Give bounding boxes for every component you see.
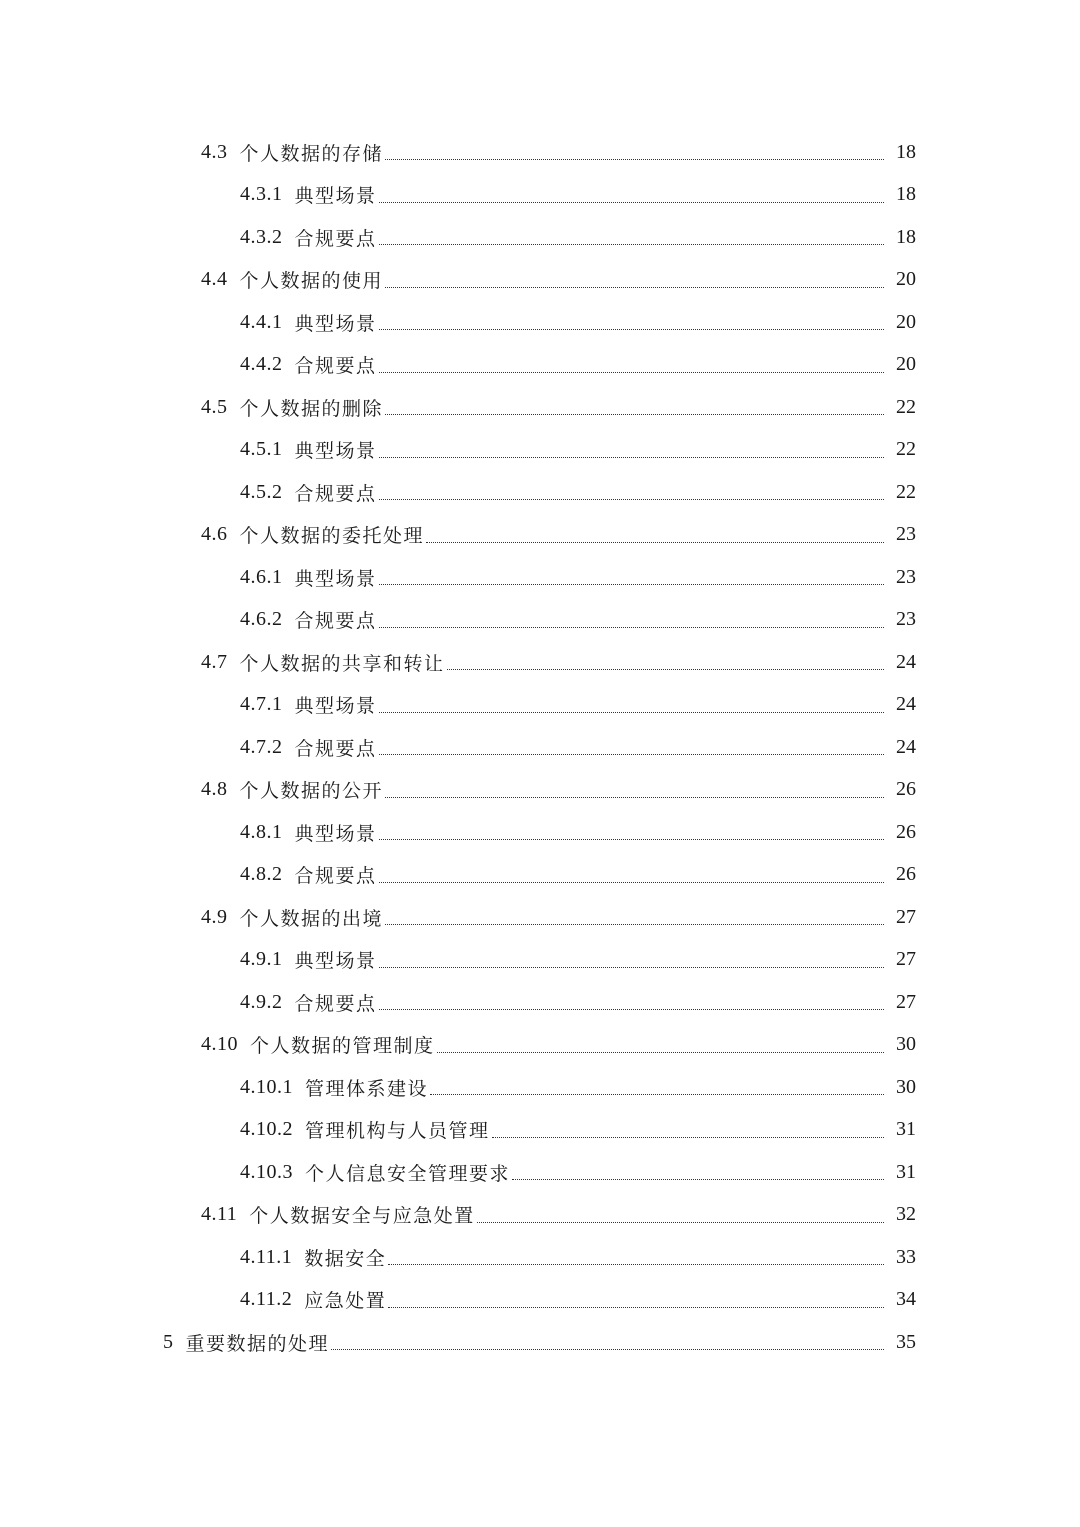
toc-entry-title: 个人数据的公开 [239,780,384,803]
toc-entry-title: 个人数据的出境 [239,907,384,930]
toc-entry-page-number: 18 [896,183,916,206]
toc-entry-number: 5 [163,1330,174,1353]
toc-entry[interactable] [0,386,1080,429]
toc-entry-title: 个人数据的存储 [239,142,384,165]
toc-entry-number: 4.6.2 [240,608,283,631]
toc-entry-page-number: 22 [896,395,916,418]
dot-leader [331,1348,884,1350]
dot-leader [388,1306,884,1308]
toc-entry-page-number: 30 [896,1075,916,1098]
toc-entry[interactable] [0,1321,1080,1364]
toc-entry-number: 4.10.1 [240,1075,293,1098]
dot-leader [512,1178,884,1180]
dot-leader [379,753,884,755]
toc-entry-title: 合规要点 [294,865,377,888]
toc-entry[interactable] [0,1151,1080,1194]
toc-entry[interactable] [0,1194,1080,1237]
toc-entry[interactable] [0,556,1080,599]
toc-entry-page-number: 31 [896,1160,916,1183]
dot-leader [379,498,884,500]
toc-entry-page-number: 18 [896,140,916,163]
toc-entry-page-number: 27 [896,905,916,928]
toc-entry-page-number: 24 [896,650,916,673]
toc-entry-number: 4.7.2 [240,735,283,758]
toc-entry-title: 重要数据的处理 [185,1332,330,1355]
toc-entry-page-number: 33 [896,1245,916,1268]
toc-entry-number: 4.5 [201,395,228,418]
toc-entry-title: 个人数据的共享和转让 [239,652,445,675]
toc-entry-number: 4.7.1 [240,693,283,716]
toc-entry[interactable] [0,344,1080,387]
toc-entry[interactable] [0,131,1080,174]
dot-leader [379,201,884,203]
toc-entry[interactable] [0,514,1080,557]
toc-entry-number: 4.3 [201,140,228,163]
dot-leader [385,158,884,160]
toc-entry-page-number: 22 [896,438,916,461]
toc-entry-number: 4.6 [201,523,228,546]
toc-entry-page-number: 26 [896,863,916,886]
toc-entry-title: 个人数据的管理制度 [250,1035,435,1058]
toc-entry-page-number: 35 [896,1330,916,1353]
toc-entry-title: 合规要点 [294,355,377,378]
toc-entry-page-number: 23 [896,608,916,631]
toc-entry-title: 典型场景 [294,695,377,718]
dot-leader [385,796,884,798]
dot-leader [379,456,884,458]
dot-leader [477,1221,884,1223]
toc-entry[interactable] [0,216,1080,259]
toc-entry-number: 4.11 [201,1203,238,1226]
dot-leader [379,328,884,330]
toc-entry-title: 典型场景 [294,312,377,335]
toc-entry[interactable] [0,981,1080,1024]
toc-entry-title: 典型场景 [294,567,377,590]
toc-entry-number: 4.5.1 [240,438,283,461]
toc-entry-title: 合规要点 [294,992,377,1015]
toc-entry-number: 4.4.2 [240,353,283,376]
toc-entry-page-number: 18 [896,225,916,248]
dot-leader [385,286,884,288]
toc-entry[interactable] [0,896,1080,939]
toc-entry-title: 典型场景 [294,822,377,845]
toc-entry-number: 4.4 [201,268,228,291]
toc-entry-number: 4.11.2 [240,1288,293,1311]
toc-entry-title: 个人信息安全管理要求 [305,1162,511,1185]
toc-entry-title: 个人数据的委托处理 [239,525,425,548]
toc-entry-title: 典型场景 [294,440,377,463]
dot-leader [379,626,884,628]
toc-entry-title: 合规要点 [294,482,377,505]
toc-entry-number: 4.3.2 [240,225,283,248]
toc-entry-page-number: 32 [896,1203,916,1226]
toc-entry[interactable] [0,769,1080,812]
toc-entry-title: 合规要点 [294,737,377,760]
toc-entry-page-number: 20 [896,310,916,333]
dot-leader [379,243,884,245]
toc-entry[interactable] [0,1066,1080,1109]
toc-entry-number: 4.8.1 [240,820,283,843]
toc-entry[interactable] [0,174,1080,217]
toc-entry[interactable] [0,641,1080,684]
toc-entry-page-number: 22 [896,480,916,503]
dot-leader [447,668,884,670]
toc-entry[interactable] [0,301,1080,344]
dot-leader [385,923,884,925]
dot-leader [379,1008,884,1010]
toc-entry[interactable] [0,429,1080,472]
dot-leader [426,541,884,543]
toc-entry-page-number: 27 [896,948,916,971]
toc-entry-title: 典型场景 [294,950,377,973]
dot-leader [492,1136,884,1138]
toc-entry-page-number: 30 [896,1033,916,1056]
toc-entry-number: 4.8.2 [240,863,283,886]
toc-entry[interactable] [0,1236,1080,1279]
toc-entry-number: 4.6.1 [240,565,283,588]
toc-entry-page-number: 26 [896,778,916,801]
toc-entry-title: 合规要点 [294,610,377,633]
toc-entry[interactable] [0,1109,1080,1152]
toc-entry-page-number: 24 [896,735,916,758]
toc-entry[interactable] [0,259,1080,302]
toc-entry-number: 4.9.1 [240,948,283,971]
toc-entry-title: 个人数据安全与应急处置 [249,1205,475,1228]
toc-entry-page-number: 20 [896,353,916,376]
toc-entry-page-number: 23 [896,523,916,546]
dot-leader [379,711,884,713]
toc-entry-number: 4.7 [201,650,228,673]
toc-entry-title: 个人数据的使用 [239,270,384,293]
toc-entry[interactable] [0,854,1080,897]
dot-leader [379,881,884,883]
toc-entry-number: 4.11.1 [240,1245,293,1268]
toc-entry-title: 管理体系建设 [305,1077,429,1100]
toc-entry-number: 4.4.1 [240,310,283,333]
dot-leader [437,1051,884,1053]
dot-leader [388,1263,884,1265]
toc-entry-number: 4.9 [201,905,228,928]
toc-entry[interactable] [0,939,1080,982]
dot-leader [379,966,884,968]
toc-entry-page-number: 34 [896,1288,916,1311]
toc-entry-title: 管理机构与人员管理 [305,1120,490,1143]
toc-entry[interactable] [0,726,1080,769]
dot-leader [379,583,884,585]
dot-leader [379,371,884,373]
dot-leader [379,838,884,840]
toc-entry-page-number: 26 [896,820,916,843]
toc-entry[interactable] [0,1024,1080,1067]
toc-entry-title: 数据安全 [304,1247,387,1270]
toc-entry-page-number: 27 [896,990,916,1013]
toc-entry-number: 4.9.2 [240,990,283,1013]
toc-entry-page-number: 23 [896,565,916,588]
toc-entry[interactable] [0,599,1080,642]
toc-entry[interactable] [0,684,1080,727]
toc-entry-number: 4.8 [201,778,228,801]
toc-entry-page-number: 20 [896,268,916,291]
toc-entry-number: 4.3.1 [240,183,283,206]
toc-entry-title: 应急处置 [304,1290,387,1313]
toc-entry-title: 典型场景 [294,185,377,208]
toc-entry-page-number: 24 [896,693,916,716]
toc-entry-number: 4.10 [201,1033,238,1056]
toc-entry-number: 4.10.3 [240,1160,293,1183]
toc-entry-number: 4.10.2 [240,1118,293,1141]
toc-entry-number: 4.5.2 [240,480,283,503]
toc-entry-title: 个人数据的删除 [239,397,384,420]
dot-leader [385,413,884,415]
table-of-contents [0,131,1080,1364]
toc-entry-title: 合规要点 [294,227,377,250]
dot-leader [430,1093,884,1095]
toc-entry[interactable] [0,811,1080,854]
toc-entry-page-number: 31 [896,1118,916,1141]
toc-entry[interactable] [0,1279,1080,1322]
toc-entry[interactable] [0,471,1080,514]
